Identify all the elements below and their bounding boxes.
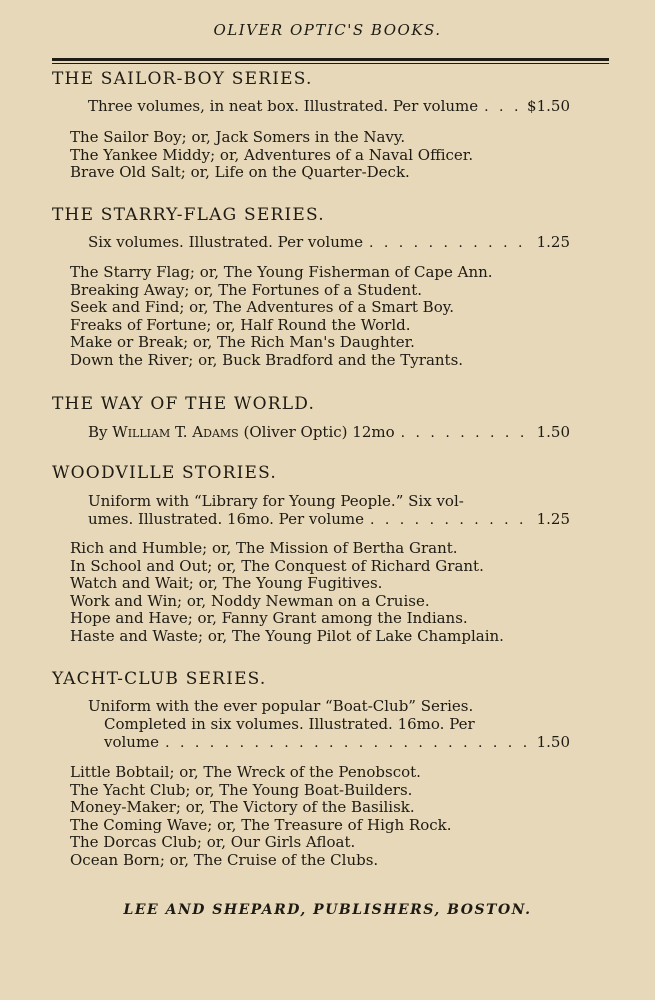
leader-dots [484,98,521,116]
woodville-desc-line2-row [88,510,570,529]
yacht-club-desc-line1: Uniform with the ever popular “Boat-Club” Series. [88,697,474,715]
publisher-imprint: LEE AND SHEPARD, PUBLISHERS, BOSTON. [123,902,532,918]
way-of-world-desc-text [88,423,395,441]
yacht-club-desc-line3: volume [104,733,160,751]
book-title: In School and Out; or, The Conquest of Richard Grant. [70,556,484,575]
woodville-desc-line1: Uniform with “Library for Young People.” Six vol- [88,492,464,510]
book-title: Freaks of Fortune; or, Half Round the World. [70,315,411,334]
starry-flag-book-list [70,264,570,369]
way-of-world-price: 1.50 [536,423,570,441]
yacht-club-description [88,697,570,752]
book-title: Haste and Waste; or, The Young Pilot of Lake Champlain. [70,626,504,645]
book-title: Seek and Find; or, The Adventures of a Smart Boy. [70,298,454,316]
book-title: The Dorcas Club; or, Our Girls Afloat. [70,833,356,851]
yacht-club-book-list [70,764,570,869]
leader-dots [370,511,531,529]
leader-dots [369,234,531,252]
way-of-world-desc-suffix: (Oliver Optic) 12mo [243,423,395,441]
leader-dots [401,424,531,442]
book-title: The Coming Wave; or, The Treasure of High Rock. [70,815,452,834]
book-title: The Starry Flag; or, The Young Fisherman of Cape Ann. [70,263,493,281]
starry-flag-price: 1.25 [536,233,570,251]
woodville-price: 1.25 [536,510,570,528]
starry-flag-desc-text: Six volumes. Illustrated. Per volume [88,233,363,251]
sailor-boy-desc-text: Three volumes, in neat box. Illustrated. Per volume [88,97,479,115]
woodville-book-list [70,540,570,645]
book-title: Breaking Away; or, The Fortunes of a Student. [70,280,423,299]
header-rule-thin [52,63,609,64]
leader-dots [165,734,531,752]
book-title: Little Bobtail; or, The Wreck of the Penobscot. [70,763,421,781]
sailor-boy-description [88,97,570,116]
yacht-club-price: 1.50 [536,733,570,751]
yacht-club-desc-line3-row [88,733,570,752]
woodville-desc-line2: umes. Illustrated. 16mo. Per volume [88,510,364,528]
yacht-club-desc-line2: Completed in six volumes. Illustrated. 16mo. Per [104,715,475,733]
book-title: The Yacht Club; or, The Young Boat-Builders. [70,780,413,799]
sailor-boy-book-list [70,129,570,182]
book-title: Ocean Born; or, The Cruise of the Clubs. [70,850,379,869]
book-title: Brave Old Salt; or, Life on the Quarter-Deck. [70,163,410,181]
book-title: Make or Break; or, The Rich Man's Daughter. [70,333,415,351]
book-title: Watch and Wait; or, The Young Fugitives. [70,574,383,592]
sailor-boy-series-title: THE SAILOR-BOY SERIES. [52,69,313,89]
woodville-series-title: WOODVILLE STORIES. [52,463,277,483]
header-rule-thick [52,58,609,61]
woodville-description [88,492,570,529]
book-title: The Yankee Middy; or, Adventures of a Naval Officer. [70,145,474,164]
starry-flag-description [88,233,570,252]
book-title: The Sailor Boy; or, Jack Somers in the Navy. [70,128,406,146]
running-head: OLIVER OPTIC'S BOOKS. [213,21,442,39]
book-title: Down the River; or, Buck Bradford and the Tyrants. [70,350,464,369]
yacht-club-series-title: YACHT-CLUB SERIES. [52,669,267,689]
way-of-world-description [88,423,570,442]
book-title: Money-Maker; or, The Victory of the Basilisk. [70,798,415,816]
book-title: Hope and Have; or, Fanny Grant among the Indians. [70,609,468,627]
starry-flag-series-title: THE STARRY-FLAG SERIES. [52,205,325,225]
way-of-world-desc-prefix: By [88,423,108,441]
author-name: William T. Adams [112,423,239,441]
book-title: Rich and Humble; or, The Mission of Bertha Grant. [70,539,458,557]
way-of-world-title: THE WAY OF THE WORLD. [52,394,316,414]
book-title: Work and Win; or, Noddy Newman on a Cruise. [70,591,430,610]
sailor-boy-price: $1.50 [527,97,570,115]
